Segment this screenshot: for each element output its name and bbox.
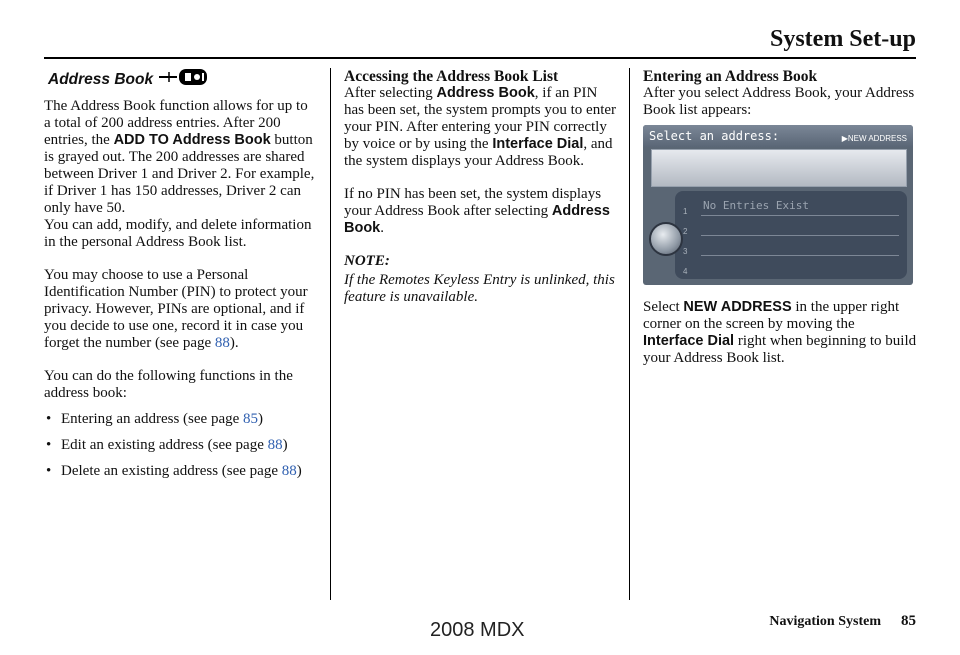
row-number: 1: [683, 207, 688, 216]
watermark: 2008 MDX: [430, 619, 525, 641]
list-item: • Edit an existing address (see page 88): [46, 437, 288, 453]
header-rule: [44, 57, 916, 59]
column-divider: [330, 68, 331, 600]
add-to-address-book-label: ADD TO Address Book: [113, 132, 271, 148]
list-item: • Delete an existing address (see page 88): [46, 463, 302, 479]
accessing-paragraph: After selecting Address Book, if an PIN has been set, the system prompts you to enter your PIN. After entering your PIN correctly by voice or by using the Interface Dial, and the system displays your Address Book.: [344, 85, 617, 169]
page-link[interactable]: 88: [214, 335, 230, 351]
functions-paragraph: You can do the following functions in the address book:: [44, 368, 293, 401]
modify-paragraph: You can add, modify, and delete information in the personal Address Book list.: [44, 217, 312, 250]
page-header-title: System Set-up: [769, 26, 916, 52]
address-list-screenshot: [643, 125, 913, 285]
intro-paragraph: The Address Book function allows for up to a total of 200 address entries. After 200 entries, the ADD TO Address Book button is grayed out. The 200 addresses are shared between Driver 1 and Driver 2. For example, if Driver 1 has 150 addresses, Driver 2 can only have 50. You can add, modify, and delete information in the personal Address Book list.: [44, 98, 315, 250]
column-divider: [629, 68, 630, 600]
new-address-paragraph: Select NEW ADDRESS in the upper right corner on the screen by moving the Interface Dial right when beginning to build your Address Book list.: [643, 299, 917, 366]
note-label: NOTE:: [344, 253, 390, 269]
new-address-button[interactable]: ▶NEW ADDRESS: [841, 134, 907, 143]
row-number: 4: [683, 267, 688, 276]
interface-dial-icon: [649, 222, 683, 256]
entering-paragraph: After you select Address Book, your Address Book list appears:: [643, 85, 915, 118]
page-link[interactable]: 88: [281, 463, 297, 479]
address-book-label: Address Book: [344, 203, 610, 236]
functions-list: [44, 411, 318, 480]
page-link[interactable]: 85: [243, 411, 259, 427]
section-title-text: Address Book: [48, 70, 154, 88]
page-link[interactable]: 88: [267, 437, 283, 453]
page-number: 85: [901, 613, 916, 629]
entering-heading: Entering an Address Book: [643, 68, 818, 85]
no-pin-paragraph: If no PIN has been set, the system displays your Address Book after selecting Address Book.: [344, 186, 610, 236]
voice-command-icon: [157, 68, 209, 90]
row-number: 3: [683, 247, 688, 256]
new-address-label: NEW ADDRESS: [683, 299, 792, 315]
row-number: 2: [683, 227, 688, 236]
note-text: If the Remotes Keyless Entry is unlinked, this feature is unavailable.: [344, 272, 615, 305]
column-right: [643, 68, 917, 383]
pin-paragraph: You may choose to use a Personal Identification Number (PIN) to protect your privacy. However, PINs are optional, and if you decide to use one, record it in case you forget the number (see page 88).: [44, 267, 308, 351]
column-middle: [344, 68, 618, 306]
screen-title: Select an address:: [649, 129, 780, 143]
footer-label: Navigation System: [769, 614, 881, 629]
column-left: [44, 68, 318, 489]
interface-dial-label: Interface Dial: [643, 333, 735, 349]
list-row-line: [701, 255, 899, 256]
section-title: [48, 68, 318, 90]
list-item: • Entering an address (see page 85): [46, 411, 264, 427]
address-book-label: Address Book: [436, 85, 535, 101]
list-row-line: [701, 235, 899, 236]
accessing-heading: Accessing the Address Book List: [344, 68, 559, 85]
no-entries-text: No Entries Exist: [703, 199, 809, 212]
interface-dial-label: Interface Dial: [492, 136, 584, 152]
list-row-line: [701, 215, 899, 216]
selection-box: [651, 149, 907, 187]
